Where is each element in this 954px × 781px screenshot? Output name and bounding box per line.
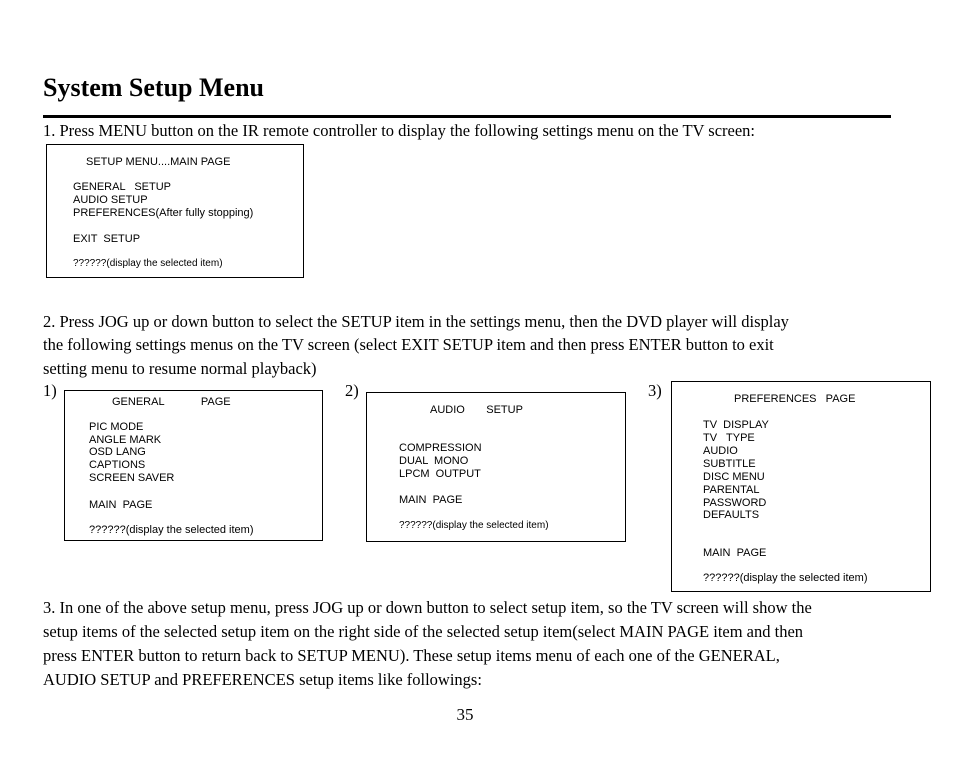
menu-item: OSD LANG [89,446,146,458]
step-3-line: setup items of the selected setup item on the right side of the selected setup item(select MAIN PAGE item and then [43,622,804,641]
step-2-line: 2. Press JOG up or down button to select the SETUP item in the settings menu, then the DVD player will display [43,312,789,331]
menu-note: ??????(display the selected item) [399,520,549,531]
menu-item: GENERAL SETUP [73,181,172,193]
menu-item: AUDIO [703,445,738,457]
main-menu-title: SETUP MENU....MAIN PAGE [86,156,231,168]
label-2: 2) [345,381,359,400]
label-1: 1) [43,381,57,400]
menu-item: CAPTIONS [89,459,146,471]
step-3-line: 3. In one of the above setup menu, press JOG up or down button to select setup item, so the TV screen will show the [43,598,812,617]
label-3: 3) [648,381,662,400]
menu-item: TV TYPE [703,432,755,444]
page-number: 35 [456,705,474,724]
preferences-page-title: PREFERENCES PAGE [734,393,856,405]
general-page-screen [64,390,323,541]
menu-item: LPCM OUTPUT [399,468,481,480]
menu-exit: EXIT SETUP [73,233,141,245]
audio-setup-screen [366,392,626,542]
menu-item: DUAL MONO [399,455,469,467]
menu-item: PIC MODE [89,421,144,433]
menu-item: COMPRESSION [399,442,482,454]
general-page-title: GENERAL PAGE [112,396,231,408]
menu-note: ??????(display the selected item) [703,572,868,584]
menu-item: SUBTITLE [703,458,756,470]
menu-note: ??????(display the selected item) [89,524,254,536]
audio-setup-title: AUDIO SETUP [430,404,523,416]
page-title: System Setup Menu [43,73,265,102]
menu-item: DISC MENU [703,471,765,483]
step-3-line: press ENTER button to return back to SETUP MENU). These setup items menu of each one of the GENERAL, [43,646,780,665]
menu-main-page: MAIN PAGE [89,499,153,511]
menu-main-page: MAIN PAGE [703,547,767,559]
menu-item: TV DISPLAY [703,419,769,431]
step-2-line: setting menu to resume normal playback) [43,359,317,378]
menu-item: PARENTAL [703,484,760,496]
menu-item: SCREEN SAVER [89,472,175,484]
step-3-line: AUDIO SETUP and PREFERENCES setup items like followings: [43,670,482,689]
menu-item: PASSWORD [703,497,767,509]
step-1-text: 1. Press MENU button on the IR remote controller to display the following settings menu on the TV screen: [43,121,755,140]
menu-item: AUDIO SETUP [73,194,148,206]
main-menu-screen [46,144,304,278]
title-rule [43,115,891,118]
menu-item: PREFERENCES(After fully stopping) [73,207,254,219]
menu-item: ANGLE MARK [89,434,162,446]
preferences-page-screen [671,381,931,592]
menu-main-page: MAIN PAGE [399,494,463,506]
step-2-line: the following settings menus on the TV screen (select EXIT SETUP item and then press ENTER button to exit [43,335,774,354]
menu-note: ??????(display the selected item) [73,258,223,269]
menu-item: DEFAULTS [703,509,760,521]
